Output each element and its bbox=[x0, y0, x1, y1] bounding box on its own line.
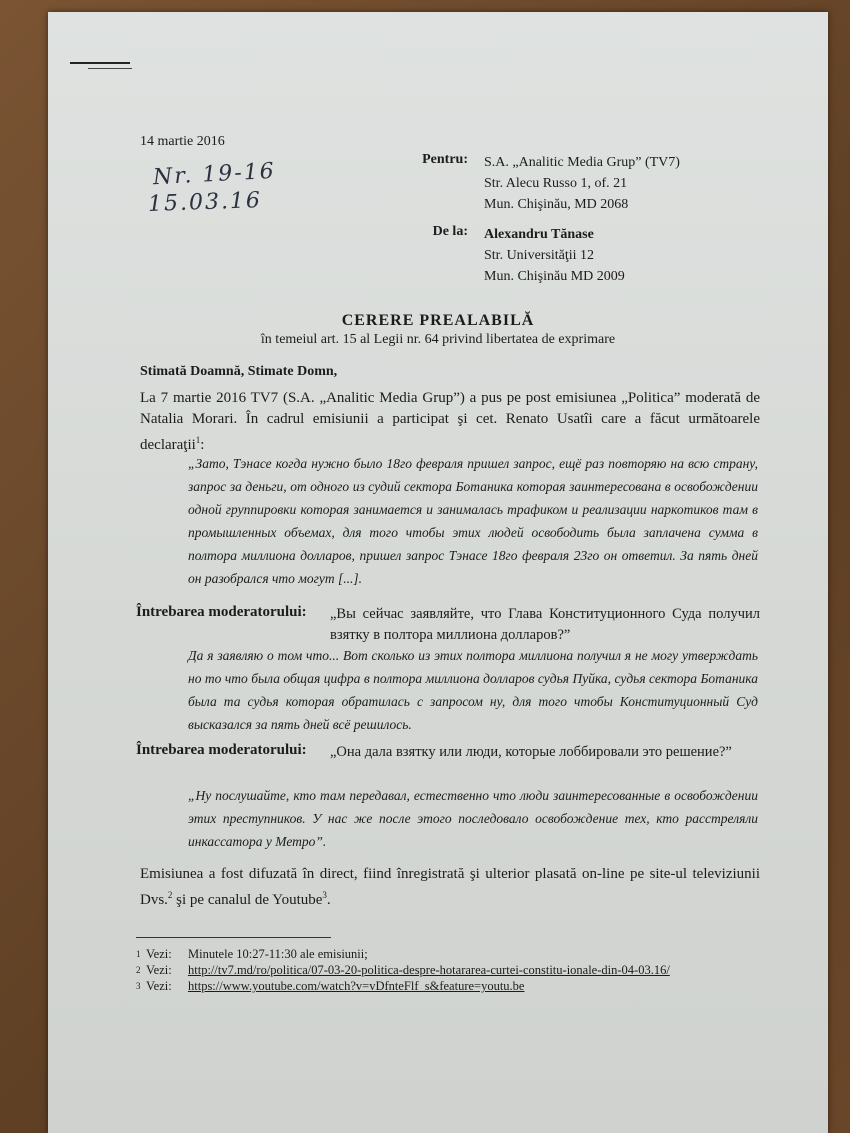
sender-address bbox=[484, 224, 625, 287]
moderator-question-text: „Она дала взятку или люди, которые лоббировали это решение?” bbox=[330, 744, 732, 760]
footnote-link[interactable]: http://tv7.md/ro/politica/07-03-20-politica-despre-hotararea-curtei-constitu-ionale-din-04-03.16/ bbox=[188, 963, 670, 977]
footnote-label: Vezi: bbox=[146, 963, 172, 977]
intro-end: : bbox=[200, 437, 205, 453]
answer-statement: „Ну послушайте, кто там передавал, естественно что люди заинтересованные в освобождении этих преступников. У нас же после этого последовало освобождение тех, кто расстреляли инкассатора у Метро”. bbox=[188, 788, 758, 849]
footnote-ref: 2 bbox=[167, 890, 173, 900]
sender-line: Str. Universităţii 12 bbox=[484, 248, 595, 263]
footnote-separator bbox=[136, 937, 331, 938]
footnote bbox=[136, 978, 524, 994]
document-page bbox=[48, 12, 828, 1133]
footnote bbox=[136, 946, 368, 962]
moderator-question-label: Întrebarea moderatorului: bbox=[136, 604, 307, 620]
footnote-ref: 1 bbox=[195, 435, 201, 445]
recipient-line: S.A. „Analitic Media Grup” (TV7) bbox=[484, 155, 680, 170]
closing-paragraph bbox=[140, 864, 760, 911]
sender-label: De la: bbox=[432, 224, 468, 239]
sender-line: Alexandru Tănase bbox=[484, 227, 594, 242]
footnote-number: 2 bbox=[136, 965, 141, 975]
handwritten-registration-date: 15.03.16 bbox=[147, 188, 263, 217]
document-subtitle: în temeiul art. 15 al Legii nr. 64 privind libertatea de exprimare bbox=[260, 332, 616, 347]
closing-end: . bbox=[326, 892, 331, 908]
footnote-ref: 3 bbox=[322, 890, 327, 900]
document-date: 14 martie 2016 bbox=[140, 134, 225, 149]
recipient-address bbox=[484, 152, 680, 215]
answer-statement: Да я заявляю о том что... Вот сколько из этих полтора миллиона получил я не могу утверждать но то что была общая цифра в полтора миллиона долларов судья Пуйка, судья сектора Ботаника была та судья которая обратилась с запросом ну, для того чтобы Конституционный Суд высказался за пять дней всё решилось. bbox=[188, 648, 758, 732]
moderator-question-label: Întrebarea moderatorului: bbox=[136, 742, 307, 758]
footnote-number: 3 bbox=[136, 981, 141, 991]
quote-statement: „Зато, Тэнасе когда нужно было 18го февраля пришел запрос, ещё раз повторяю на всю страну, запрос за деньги, от одного из судий сектора Ботаника которая заинтересована в освобождении одной группировки которая занимается и занималась трафиком и реализации наркотиков там в промышленных объемах, для того чтобы этих людей освободить была заплачена сумма в полтора миллиона долларов, пришел запрос Тэнасе 18го февраля 23го он ответил. За пять дней он разобрался что могут [...]. bbox=[188, 456, 758, 586]
recipient-line: Mun. Chişinău, MD 2068 bbox=[484, 197, 629, 212]
document-title: CERERE PREALABILĂ bbox=[341, 312, 535, 329]
intro-paragraph bbox=[140, 388, 760, 456]
recipient-label: Pentru: bbox=[422, 152, 468, 167]
footnote-text: Minutele 10:27-11:30 ale emisiunii; bbox=[188, 947, 368, 961]
moderator-question-text: „Вы сейчас заявляйте, что Глава Конституционного Суда получил взятку в полтора миллиона долларов?” bbox=[330, 606, 760, 643]
recipient-line: Str. Alecu Russo 1, of. 21 bbox=[484, 176, 628, 191]
footnote-number: 1 bbox=[136, 949, 141, 959]
intro-text: La 7 martie 2016 TV7 (S.A. „Analitic Media Grup”) a pus pe post emisiunea „Politica” moderată de Natalia Morari. În cadrul emisiunii a participat şi cet. Renato Usatîi care a făcut următoarele declaraţii bbox=[140, 390, 760, 453]
footnote-label: Vezi: bbox=[146, 947, 172, 961]
footnote bbox=[136, 962, 670, 978]
closing-text: şi pe canalul de Youtube bbox=[172, 892, 323, 908]
pen-mark bbox=[70, 62, 130, 64]
greeting: Stimată Doamnă, Stimate Domn, bbox=[140, 364, 338, 379]
pen-mark-underline bbox=[88, 68, 132, 69]
footnote-label: Vezi: bbox=[146, 979, 172, 993]
footnote-link[interactable]: https://www.youtube.com/watch?v=vDfnteFlf_s&feature=youtu.be bbox=[188, 979, 525, 993]
sender-line: Mun. Chişinău MD 2009 bbox=[484, 269, 625, 284]
closing-text: Emisiunea a fost difuzată în direct, fiind înregistrată şi ulterior plasată on-line pe site-ul televiziunii Dvs. bbox=[140, 866, 760, 908]
handwritten-registration-number: Nr. 19-16 bbox=[152, 158, 277, 191]
